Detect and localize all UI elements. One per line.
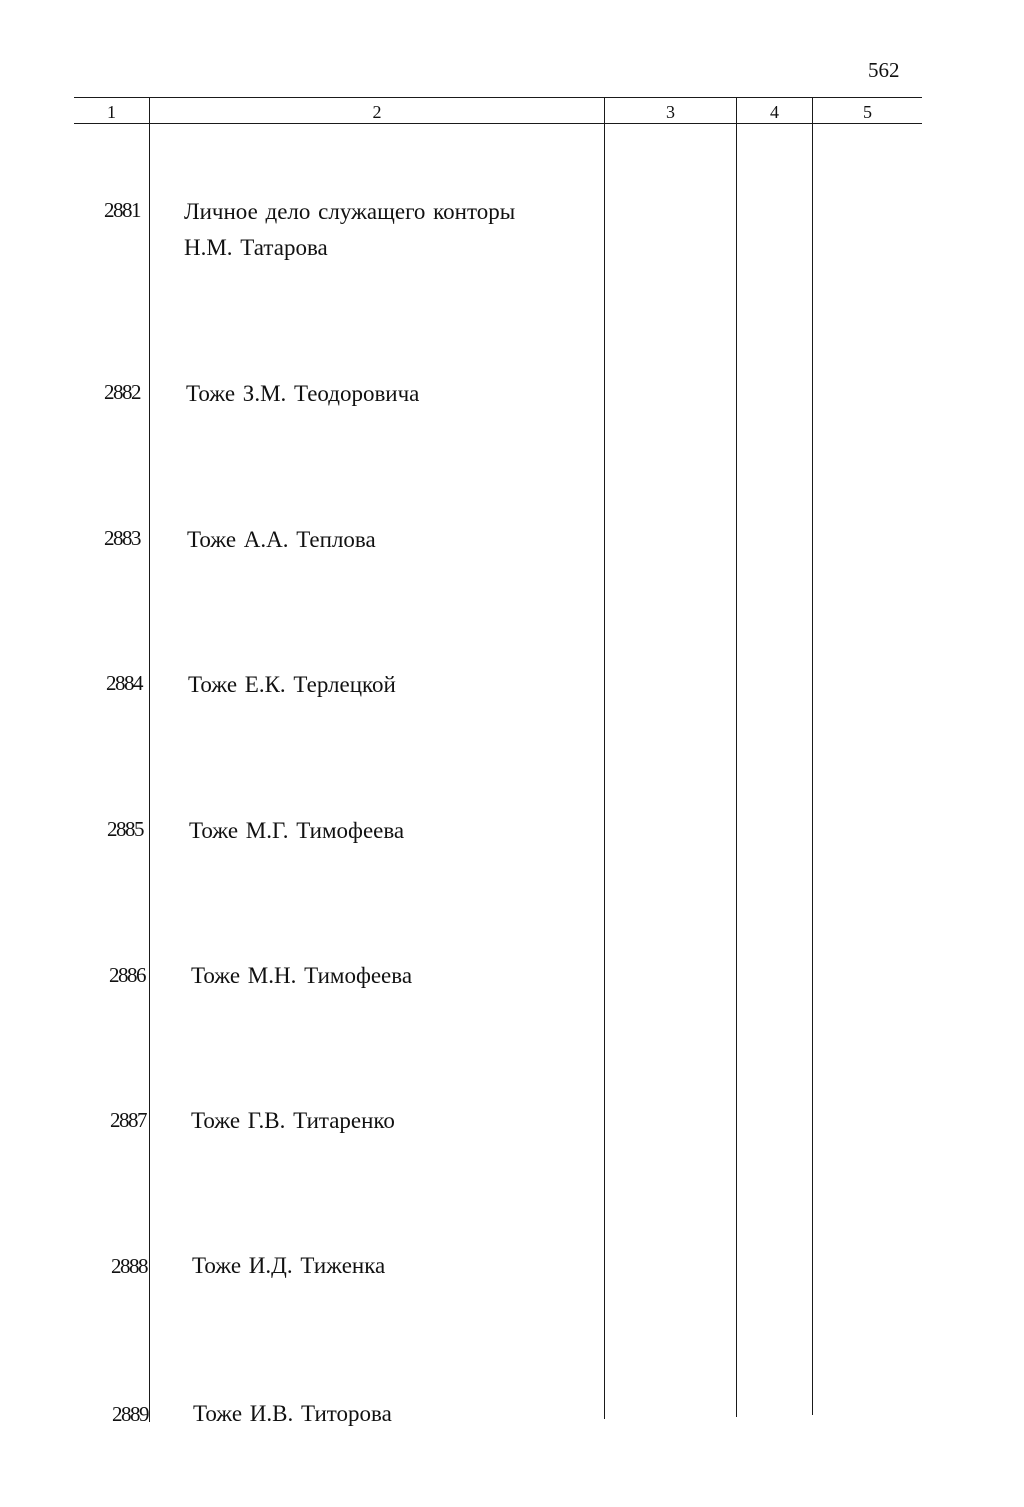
row-number: 2881 — [104, 198, 140, 222]
column-header-5: 5 — [863, 102, 872, 122]
page-number: 562 — [868, 58, 900, 82]
row-number: 2884 — [106, 671, 142, 695]
column-divider-4-5 — [812, 97, 813, 1415]
header-bottom-rule — [74, 123, 922, 124]
row-description: Тоже А.А. Теплова — [187, 527, 376, 552]
column-header-1: 1 — [107, 102, 116, 122]
header-top-rule — [74, 97, 922, 98]
row-number: 2887 — [110, 1108, 146, 1132]
row-description: Тоже Е.К. Терлецкой — [188, 672, 396, 697]
row-description: Тоже З.М. Теодоровича — [186, 381, 420, 406]
row-number: 2882 — [104, 380, 140, 404]
column-header-2: 2 — [372, 102, 382, 122]
row-number: 2889 — [112, 1402, 148, 1426]
row-description: Тоже И.В. Титорова — [193, 1401, 392, 1426]
row-description-line: Н.М. Татарова — [184, 235, 328, 260]
column-divider-3-4 — [736, 97, 737, 1417]
row-number: 2883 — [104, 526, 140, 550]
row-number: 2885 — [107, 817, 143, 841]
row-description: Тоже Г.В. Титаренко — [191, 1108, 395, 1133]
column-divider-2-3 — [604, 97, 605, 1419]
column-divider-1-2 — [149, 97, 150, 1422]
row-description: Тоже М.Г. Тимофеева — [189, 818, 405, 843]
column-header-3: 3 — [666, 102, 675, 122]
row-number: 2886 — [109, 963, 145, 987]
row-description: Тоже И.Д. Тиженка — [192, 1253, 386, 1278]
row-description-line: Личное дело служащего конторы — [184, 199, 516, 224]
column-header-4: 4 — [770, 102, 779, 122]
row-description — [184, 194, 515, 266]
row-description: Тоже М.Н. Тимофеева — [191, 963, 413, 988]
row-number: 2888 — [111, 1254, 147, 1278]
